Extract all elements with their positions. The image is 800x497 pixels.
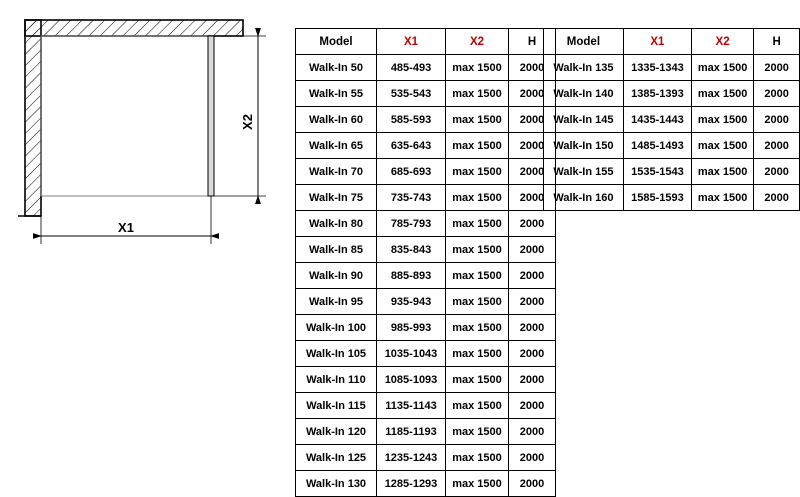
cell-x2: max 1500 (446, 107, 509, 133)
cell-x2: max 1500 (446, 341, 509, 367)
cell-model: Walk-In 80 (296, 211, 377, 237)
cell-h: 2000 (509, 445, 556, 471)
cell-h: 2000 (509, 81, 556, 107)
cell-h: 2000 (509, 341, 556, 367)
dimension-x1-label: X1 (118, 220, 134, 235)
cell-h: 2000 (754, 159, 800, 185)
cell-model: Walk-In 140 (544, 81, 624, 107)
cell-x2: max 1500 (446, 55, 509, 81)
table-row (296, 107, 556, 133)
table-row (296, 315, 556, 341)
table-row (296, 185, 556, 211)
cell-model: Walk-In 85 (296, 237, 377, 263)
cell-x2: max 1500 (446, 185, 509, 211)
cell-model: Walk-In 135 (544, 55, 624, 81)
table-row (544, 159, 800, 185)
table-row (544, 81, 800, 107)
table-header-row (296, 29, 556, 55)
cell-x2: max 1500 (691, 185, 753, 211)
cell-x1: 585-593 (377, 107, 446, 133)
cell-model: Walk-In 55 (296, 81, 377, 107)
cell-x2: max 1500 (691, 133, 753, 159)
cell-x2: max 1500 (691, 55, 753, 81)
cell-x1: 1235-1243 (377, 445, 446, 471)
cell-model: Walk-In 150 (544, 133, 624, 159)
cell-x1: 1185-1193 (377, 419, 446, 445)
table-row (296, 81, 556, 107)
cell-x2: max 1500 (446, 367, 509, 393)
cell-x1: 1485-1493 (623, 133, 691, 159)
cell-x1: 1585-1593 (623, 185, 691, 211)
table-row (296, 55, 556, 81)
cell-h: 2000 (754, 185, 800, 211)
table-row (296, 211, 556, 237)
cell-model: Walk-In 115 (296, 393, 377, 419)
cell-model: Walk-In 90 (296, 263, 377, 289)
table-row (544, 133, 800, 159)
table-left-header (296, 29, 556, 55)
spec-table-right (543, 28, 800, 211)
cell-h: 2000 (509, 289, 556, 315)
header-h: H (754, 29, 800, 55)
cell-h: 2000 (509, 471, 556, 497)
header-h: H (509, 29, 556, 55)
cell-x2: max 1500 (691, 107, 753, 133)
table-right-header (544, 29, 800, 55)
cell-model: Walk-In 65 (296, 133, 377, 159)
cell-x1: 735-743 (377, 185, 446, 211)
top-wall-hatch (25, 20, 243, 36)
cell-h: 2000 (754, 81, 800, 107)
cell-x1: 685-693 (377, 159, 446, 185)
cell-x2: max 1500 (446, 237, 509, 263)
header-x2: X2 (446, 29, 509, 55)
cell-x2: max 1500 (446, 445, 509, 471)
cell-x1: 885-893 (377, 263, 446, 289)
cell-x1: 1035-1043 (377, 341, 446, 367)
cell-x1: 1535-1543 (623, 159, 691, 185)
cell-model: Walk-In 130 (296, 471, 377, 497)
cell-x1: 1285-1293 (377, 471, 446, 497)
cell-x2: max 1500 (446, 393, 509, 419)
cell-model: Walk-In 95 (296, 289, 377, 315)
technical-drawing (0, 0, 290, 439)
cell-x2: max 1500 (446, 471, 509, 497)
cell-x2: max 1500 (691, 159, 753, 185)
cell-h: 2000 (509, 107, 556, 133)
cell-x1: 635-643 (377, 133, 446, 159)
cell-x1: 985-993 (377, 315, 446, 341)
cell-x1: 1435-1443 (623, 107, 691, 133)
cell-h: 2000 (509, 419, 556, 445)
table-right-body (544, 55, 800, 211)
cell-h: 2000 (509, 315, 556, 341)
cell-model: Walk-In 70 (296, 159, 377, 185)
cell-h: 2000 (754, 133, 800, 159)
cell-x1: 535-543 (377, 81, 446, 107)
cell-model: Walk-In 105 (296, 341, 377, 367)
table-row (296, 419, 556, 445)
cell-x2: max 1500 (446, 211, 509, 237)
cell-model: Walk-In 160 (544, 185, 624, 211)
cell-h: 2000 (509, 237, 556, 263)
table-row (296, 393, 556, 419)
left-wall-hatch (25, 20, 41, 216)
header-model: Model (296, 29, 377, 55)
cell-x2: max 1500 (446, 81, 509, 107)
cell-h: 2000 (509, 185, 556, 211)
cell-x2: max 1500 (446, 133, 509, 159)
cell-h: 2000 (509, 55, 556, 81)
cell-model: Walk-In 50 (296, 55, 377, 81)
cell-x1: 835-843 (377, 237, 446, 263)
dimension-x2-label: X2 (240, 114, 255, 130)
table-row (296, 263, 556, 289)
spec-table-left (295, 28, 556, 497)
header-x1: X1 (377, 29, 446, 55)
glass-panel (41, 36, 214, 196)
table-row (544, 55, 800, 81)
cell-x1: 1385-1393 (623, 81, 691, 107)
table-row (296, 133, 556, 159)
table-row (296, 445, 556, 471)
cell-x2: max 1500 (691, 81, 753, 107)
cell-x2: max 1500 (446, 419, 509, 445)
cell-h: 2000 (509, 159, 556, 185)
cell-model: Walk-In 100 (296, 315, 377, 341)
cell-x1: 485-493 (377, 55, 446, 81)
table-row (296, 341, 556, 367)
cell-model: Walk-In 145 (544, 107, 624, 133)
table-row (296, 159, 556, 185)
header-x1: X1 (623, 29, 691, 55)
cell-model: Walk-In 125 (296, 445, 377, 471)
dimension-x2 (211, 36, 266, 196)
cell-h: 2000 (509, 367, 556, 393)
header-x2: X2 (691, 29, 753, 55)
cell-x1: 1135-1143 (377, 393, 446, 419)
table-row (296, 367, 556, 393)
cell-x1: 785-793 (377, 211, 446, 237)
table-row (544, 107, 800, 133)
cell-h: 2000 (754, 55, 800, 81)
cell-model: Walk-In 155 (544, 159, 624, 185)
cell-model: Walk-In 75 (296, 185, 377, 211)
vertical-profile (208, 36, 214, 196)
cell-model: Walk-In 110 (296, 367, 377, 393)
cell-h: 2000 (509, 393, 556, 419)
table-row (296, 289, 556, 315)
cell-h: 2000 (509, 133, 556, 159)
cell-x2: max 1500 (446, 159, 509, 185)
cell-h: 2000 (509, 263, 556, 289)
cell-x2: max 1500 (446, 289, 509, 315)
cell-model: Walk-In 60 (296, 107, 377, 133)
cell-x2: max 1500 (446, 315, 509, 341)
drawing-svg (0, 0, 290, 439)
cell-x1: 935-943 (377, 289, 446, 315)
cell-x1: 1335-1343 (623, 55, 691, 81)
cell-x1: 1085-1093 (377, 367, 446, 393)
table-row (544, 185, 800, 211)
table-header-row (544, 29, 800, 55)
cell-model: Walk-In 120 (296, 419, 377, 445)
cell-x2: max 1500 (446, 263, 509, 289)
dimension-x1 (41, 196, 211, 244)
table-left-body (296, 55, 556, 497)
table-row (296, 471, 556, 497)
table-row (296, 237, 556, 263)
cell-h: 2000 (754, 107, 800, 133)
header-model: Model (544, 29, 624, 55)
cell-h: 2000 (509, 211, 556, 237)
